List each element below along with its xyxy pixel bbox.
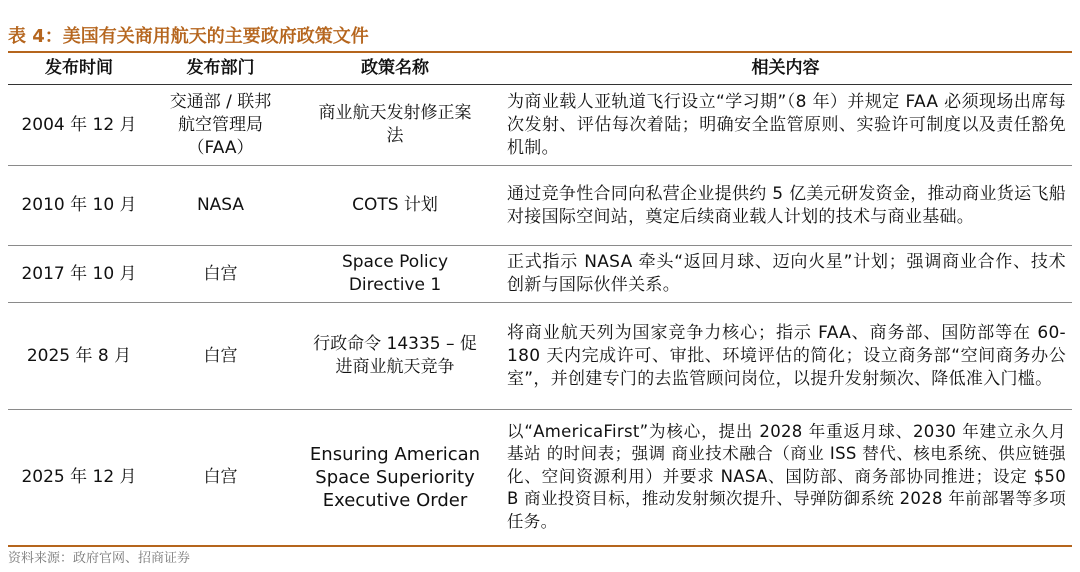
row-department: 交通部 / 联邦航空管理局（FAA） (169, 91, 272, 158)
row-date: 2004 年 12 月 (21, 114, 137, 135)
row-content: 为商业载人亚轨道飞行设立“学习期”（8 年）并规定 FAA 必须现场出席每次发射、评估每次着陆；明确安全监管原则、实验许可制度以及责任豁免机制。 (507, 91, 1066, 158)
header-content: 相关内容 (751, 58, 820, 78)
row-department: NASA (196, 195, 245, 215)
row-content: 通过竞争性合同向私营企业提供约 5 亿美元研发资金，推动商业货运飞船对接国际空间站，奠定后续商业载人计划的技术与商业基础。 (507, 183, 1066, 227)
row-content: 将商业航天列为国家竞争力核心；指示 FAA、商务部、国防部等在 60-180 天内完成许可、审批、环境评估的简化；设立商务部“空间商务办公室”，并创建专门的去监管顾问岗位，以提升发射频次、降低准入门槛。 (507, 322, 1066, 389)
header-date: 发布时间 (45, 58, 113, 78)
row-department: 白宫 (203, 345, 238, 366)
row-department: 白宫 (203, 263, 238, 284)
row-policy-name: COTS 计划 (352, 195, 438, 215)
source-note: 资料来源：政府官网、招商证券 (8, 551, 191, 566)
row-policy-name: 行政命令 14335 – 促进商业航天竞争 (313, 334, 477, 377)
row-policy-name: Ensuring American Space Superiority Executive Order (309, 443, 481, 511)
table-row (8, 85, 1072, 165)
row-policy-name: 商业航天发射修正案法 (318, 103, 472, 146)
row-date: 2025 年 12 月 (21, 466, 137, 487)
table-row (8, 410, 1072, 544)
bottom-rule (8, 545, 1072, 547)
table-row (8, 166, 1072, 245)
table-row (8, 246, 1072, 302)
header-policy-name: 政策名称 (361, 58, 429, 78)
header-department: 发布部门 (186, 58, 255, 78)
row-policy-name: Space Policy Directive 1 (341, 252, 449, 295)
row-date: 2017 年 10 月 (21, 263, 137, 284)
row-content: 正式指示 NASA 牵头“返回月球、迈向火星”计划；强调商业合作、技术创新与国际伙伴关系。 (507, 252, 1066, 295)
table-row (8, 303, 1072, 409)
table-title: 表 4：美国有关商用航天的主要政府政策文件 (8, 26, 369, 47)
row-content: 以“AmericaFirst”为核心，提出 2028 年重返月球、2030 年建立永久月基站 的时间表；强调 商业技术融合（商业 ISS 替代、核电系统、供应链强化、空间资源利用）并要求 NASA、国防部、商务部协同推进；设定 $50 B 商业投资目标，推动发射频次提升、导弹防御系统 2028 年前部署等多项任务。 (507, 421, 1066, 531)
row-date: 2025 年 8 月 (26, 345, 132, 366)
row-department: 白宫 (203, 466, 238, 487)
row-date: 2010 年 10 月 (21, 195, 137, 215)
